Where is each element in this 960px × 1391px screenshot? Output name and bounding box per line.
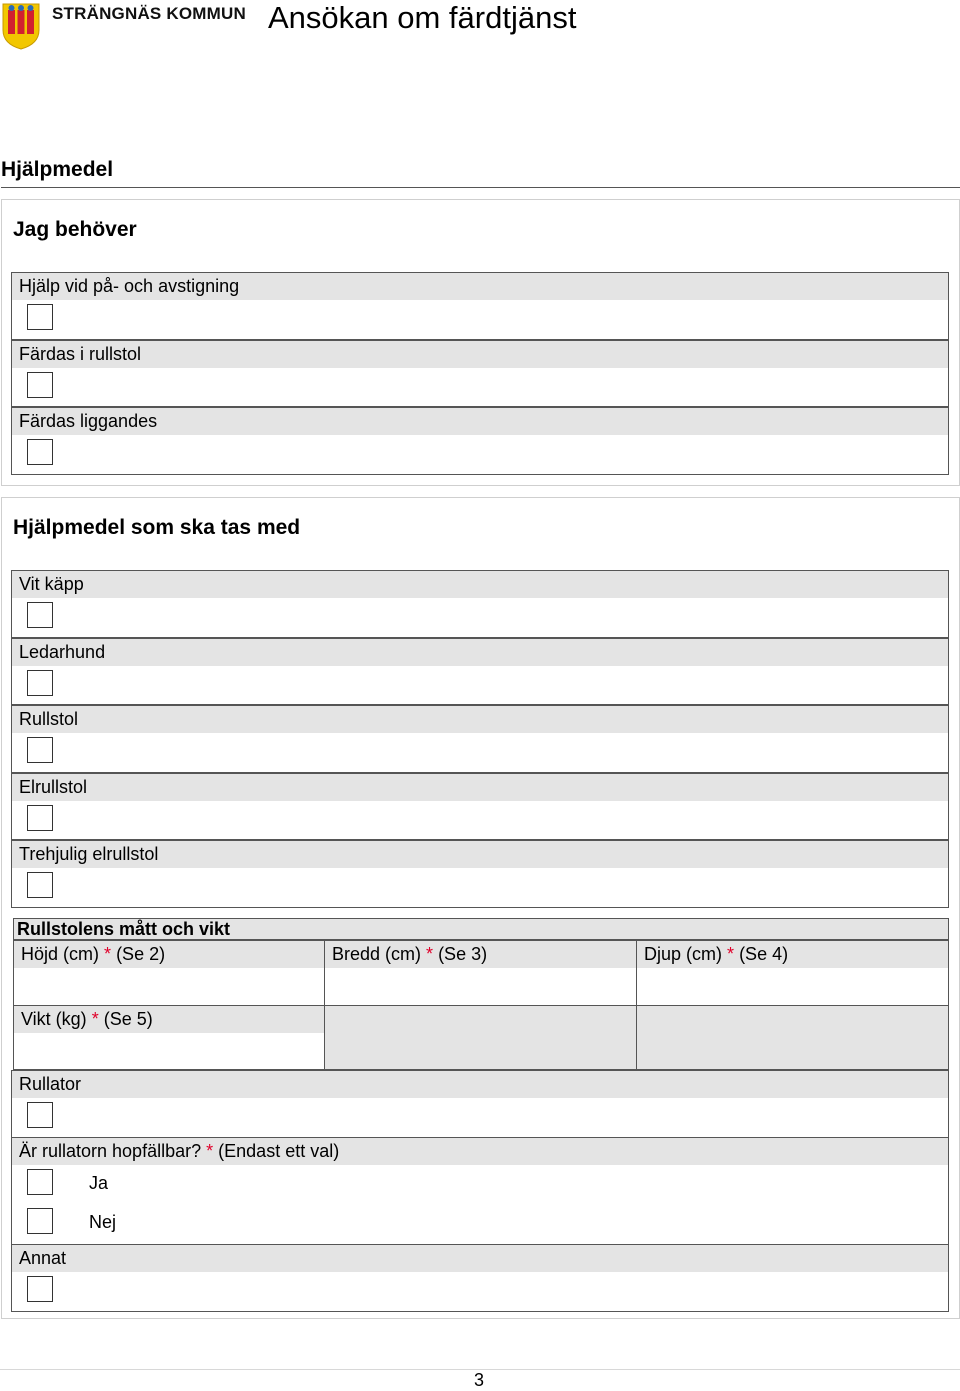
required-marker: * — [426, 944, 434, 964]
page-number: 3 — [474, 1370, 485, 1390]
weight-input[interactable] — [14, 1033, 324, 1069]
field-label: Färdas liggandes — [12, 408, 948, 435]
width-cell — [324, 940, 637, 1006]
checkbox-foldable-no[interactable] — [27, 1208, 53, 1234]
field-wheelchair-travel — [11, 340, 949, 407]
checkbox-rollator[interactable] — [27, 1102, 53, 1128]
height-input[interactable] — [14, 968, 324, 1005]
checkbox-white-cane[interactable] — [27, 602, 53, 628]
option-label-no: Nej — [89, 1212, 117, 1232]
height-cell — [13, 940, 325, 1006]
needs-group-title: Jag behöver — [13, 218, 137, 241]
option-label-yes: Ja — [89, 1173, 109, 1193]
field-three-wheel-wheelchair — [11, 840, 949, 908]
width-label-text: Bredd (cm) — [332, 944, 422, 964]
field-other — [11, 1244, 949, 1312]
required-marker: * — [104, 944, 112, 964]
field-wheelchair — [11, 705, 949, 773]
section-heading: Hjälpmedel — [1, 158, 960, 188]
weight-cell — [13, 1005, 325, 1070]
depth-label — [637, 941, 948, 968]
weight-ref: (Se 5) — [103, 1009, 153, 1029]
field-guide-dog — [11, 638, 949, 705]
measures-table-title: Rullstolens mått och vikt — [13, 918, 949, 940]
field-label: Färdas i rullstol — [12, 341, 948, 368]
empty-cell — [636, 1005, 949, 1070]
field-label: Elrullstol — [12, 774, 948, 801]
weight-label — [14, 1006, 324, 1033]
checkbox-guide-dog[interactable] — [27, 670, 53, 696]
width-label — [325, 941, 636, 968]
foldable-note: (Endast ett val) — [218, 1141, 340, 1161]
height-label — [14, 941, 324, 968]
checkbox-electric-wheelchair[interactable] — [27, 805, 53, 831]
height-label-text: Höjd (cm) — [21, 944, 100, 964]
checkbox-wheelchair-travel[interactable] — [27, 372, 53, 398]
weight-label-text: Vikt (kg) — [21, 1009, 87, 1029]
aids-group-title: Hjälpmedel som ska tas med — [13, 516, 301, 539]
height-ref: (Se 2) — [116, 944, 166, 964]
checkbox-three-wheel-wheelchair[interactable] — [27, 872, 53, 898]
field-label — [12, 1138, 948, 1165]
field-label: Ledarhund — [12, 639, 948, 666]
field-label: Hjälp vid på- och avstigning — [12, 273, 948, 300]
field-rollator — [11, 1070, 949, 1138]
width-ref: (Se 3) — [438, 944, 488, 964]
field-white-cane — [11, 570, 949, 638]
required-marker: * — [206, 1141, 214, 1161]
checkbox-foldable-yes[interactable] — [27, 1169, 53, 1195]
field-label: Trehjulig elrullstol — [12, 841, 948, 868]
required-marker: * — [727, 944, 735, 964]
required-marker: * — [91, 1009, 99, 1029]
coat-of-arms-icon — [3, 4, 39, 49]
empty-cell — [324, 1005, 637, 1070]
checkbox-lying-down[interactable] — [27, 439, 53, 465]
field-label: Annat — [12, 1245, 948, 1272]
depth-input[interactable] — [637, 968, 948, 1005]
field-lying-down — [11, 407, 949, 475]
depth-label-text: Djup (cm) — [644, 944, 723, 964]
foldable-question: Är rullatorn hopfällbar? — [19, 1141, 202, 1161]
checkbox-wheelchair[interactable] — [27, 737, 53, 763]
field-electric-wheelchair — [11, 773, 949, 840]
depth-ref: (Se 4) — [739, 944, 789, 964]
field-label: Vit käpp — [12, 571, 948, 598]
field-boarding-help — [11, 272, 949, 340]
logo-text: STRÄNGNÄS KOMMUN — [52, 4, 246, 23]
width-input[interactable] — [325, 968, 636, 1005]
document-title: Ansökan om färdtjänst — [268, 0, 577, 35]
depth-cell — [636, 940, 949, 1006]
checkbox-other[interactable] — [27, 1276, 53, 1302]
field-label: Rullator — [12, 1071, 948, 1098]
field-rollator-foldable — [11, 1137, 949, 1245]
checkbox-boarding-help[interactable] — [27, 304, 53, 330]
field-label: Rullstol — [12, 706, 948, 733]
